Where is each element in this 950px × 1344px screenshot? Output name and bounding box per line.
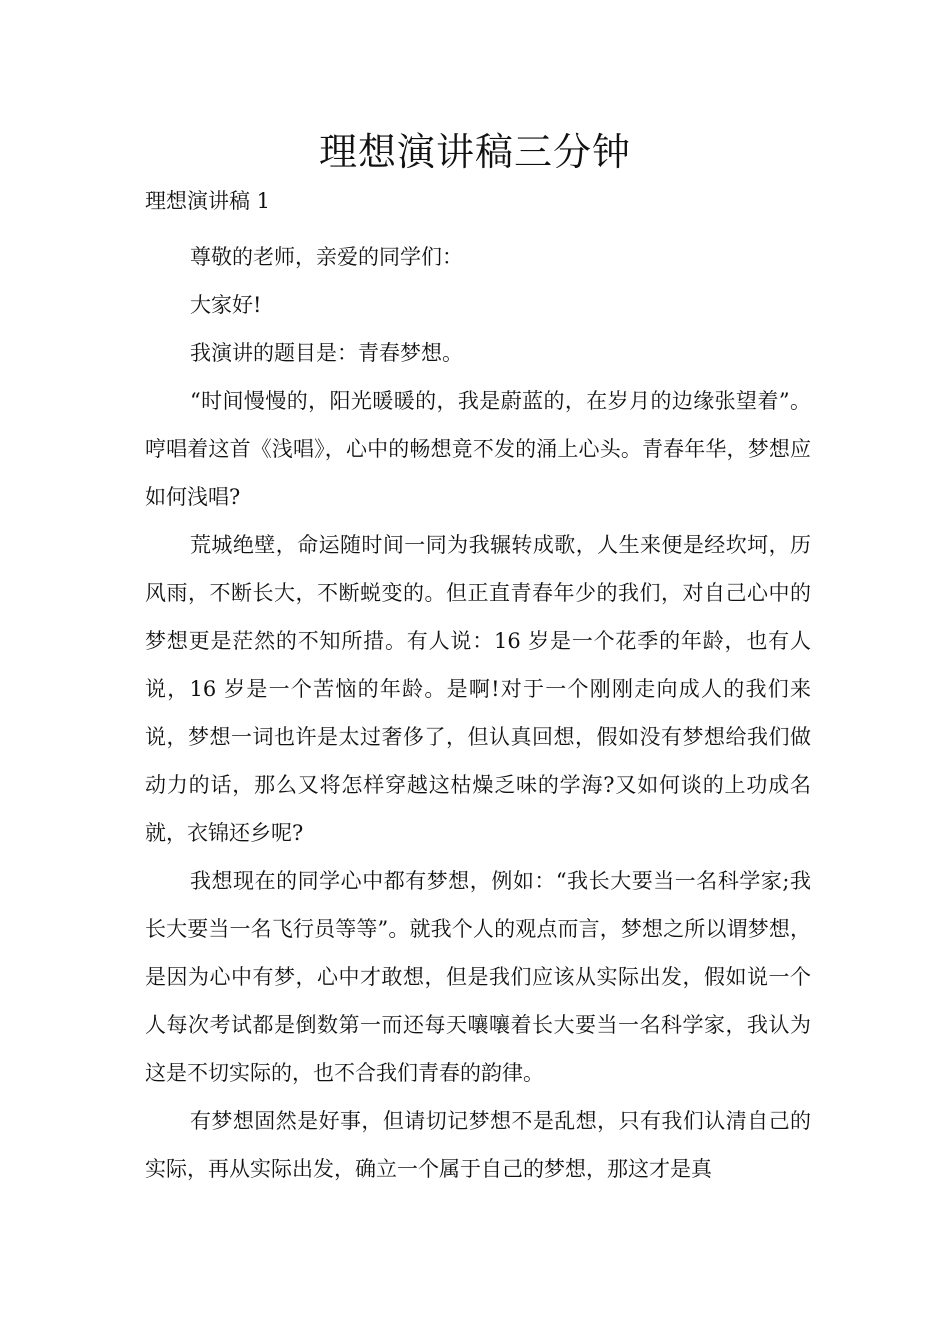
paragraph-greeting: 尊敬的老师，亲爱的同学们： — [190, 245, 463, 269]
paragraph-conclusion: 有梦想固然是好事，但请切记梦想不是乱想，只有我们认清自己的实际，再从实际出发，确立一个属于自己的梦想，那这才是真 — [145, 1109, 811, 1181]
speech-subheading: 理想演讲稿 1 — [145, 189, 271, 213]
paragraph-youth: 荒城绝壁，命运随时间一同为我辗转成歌，人生来便是经坎坷，历风雨，不断长大，不断蜕变的。但正直青春年少的我们，对自己心中的梦想更是茫然的不知所措。有人说：16 岁是一个花季的年龄，也有人说，16 岁是一个苦恼的年龄。是啊!对于一个刚刚走向成人的我们来说，梦想一词也许是太过奢侈了，但认真回想，假如没有梦想给我们做动力的话，那么又将怎样穿越这枯燥乏味的学海?又如何谈的上功成名就，衣锦还乡呢? — [145, 533, 811, 845]
document-body — [145, 233, 811, 1193]
document-title: 理想演讲稿三分钟 — [318, 130, 631, 174]
paragraph-dreams-examples: 我想现在的同学心中都有梦想，例如：“我长大要当一名科学家;我长大要当一名飞行员等等”。就我个人的观点而言，梦想之所以谓梦想，是因为心中有梦，心中才敢想，但是我们应该从实际出发，假如说一个人每次考试都是倒数第一而还每天嚷嚷着长大要当一名科学家，我认为这是不切实际的，也不合我们青春的韵律。 — [145, 869, 811, 1085]
paragraph-song-quote: “时间慢慢的，阳光暖暖的，我是蔚蓝的，在岁月的边缘张望着”。哼唱着这首《浅唱》，心中的畅想竟不发的涌上心头。青春年华，梦想应如何浅唱? — [145, 389, 811, 509]
paragraph-hello: 大家好! — [190, 293, 262, 317]
paragraph-topic: 我演讲的题目是：青春梦想。 — [190, 341, 463, 365]
